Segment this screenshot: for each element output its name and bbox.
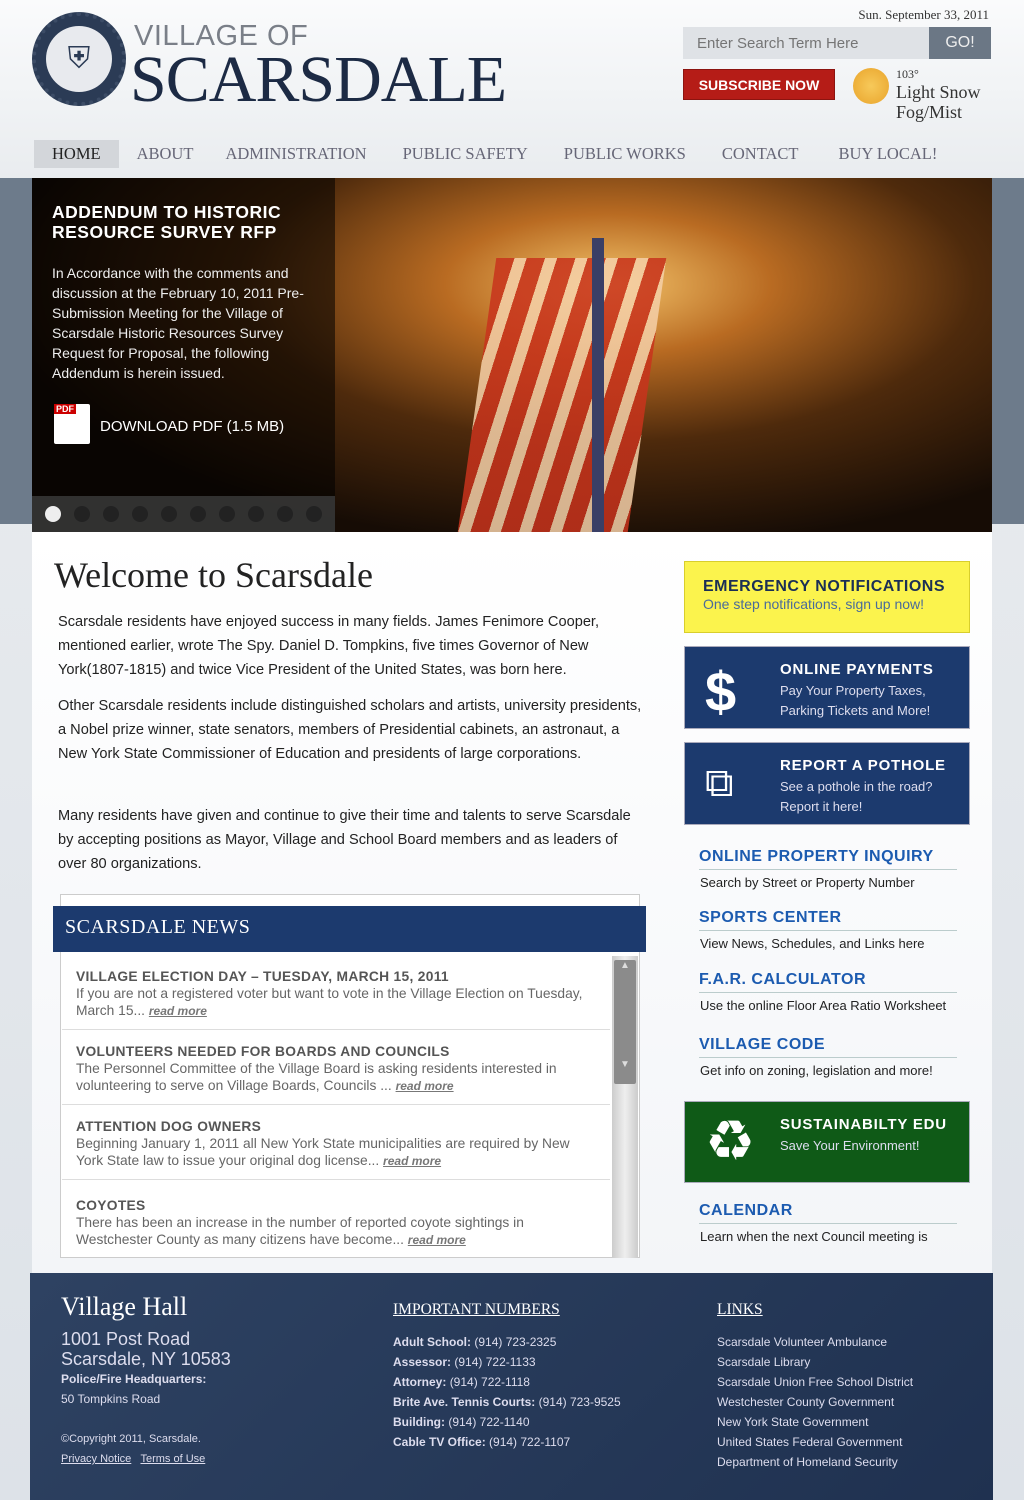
recycle-icon: ♻ bbox=[705, 1109, 756, 1172]
online-payments-box[interactable]: $ ONLINE PAYMENTS Pay Your Property Taxes, Parking Tickets and More! bbox=[684, 646, 970, 729]
hero-slider bbox=[32, 178, 992, 532]
hero-caption-panel bbox=[32, 178, 335, 532]
numbers-heading: IMPORTANT NUMBERS bbox=[393, 1301, 560, 1318]
nav-contact[interactable]: CONTACT bbox=[721, 144, 799, 163]
footer-link[interactable]: Scarsdale Library bbox=[717, 1355, 811, 1369]
weather-sun-icon bbox=[853, 68, 889, 104]
calendar-link[interactable]: CALENDAR bbox=[699, 1202, 957, 1224]
village-code-link[interactable]: VILLAGE CODE bbox=[699, 1036, 957, 1058]
nav-public-safety[interactable]: PUBLIC SAFETY bbox=[402, 144, 528, 163]
subscribe-button[interactable]: SUBSCRIBE NOW bbox=[683, 69, 835, 100]
terms-link[interactable]: Terms of Use bbox=[140, 1453, 206, 1465]
footer-hall-title: Village Hall bbox=[61, 1292, 188, 1321]
sports-center-link[interactable]: SPORTS CENTER bbox=[699, 909, 957, 931]
footer-link[interactable]: Scarsdale Union Free School District bbox=[717, 1375, 914, 1389]
main-content: Welcome to Scarsdale Scarsdale residents have enjoyed success in many fields. James Fenimore Cooper, mentioned earlier, wrote The Spy. Daniel D. Tompkins, five times Governor of New York(1807-1815) and twice Vice President of the United States, was born here. Other Scarsdale residents include distinguished scholars and artists, university presidents, a Nobel prize winner, state senators, members of Presidential cabinets, an astronaut, a New York State Commissioner of Education and presidents of large corporations. Many residents have given and continue to give their time and talents to serve Scarsdale by accepting positions as Mayor, Village and School Board members and as leaders of over 80 organizations. SCARSDALE NEWS VILLAGE ELECTION DAY – TUESDAY, MARCH 15, 2011 If you are not a registered voter but want to vote in the Village Election on Tuesday, March 15... read more VOLUNTEERS NEEDED FOR BOARDS AND COUNCILS The Personnel Committee of the Village Board is asking residents interested in volunteering to serve on Village Boards, Councils ... read more ATTENTION DOG OWNERS Beginning January 1, 2011 all New York State municipalities are required by New York State law to issue your original dog license... read more COYOTES There has been an increase in the number of reported coyote sightings in Westchester County as many citizens have become... read more ▲ ▼ EMERGENCY NOTIFICATIONS One step notifications, sign up now! $ ONLINE PAYMENTS Pay Your Property Taxes, Parking Tickets and More! ⧉ REPORT A POTHOLE See a pothole in the road? Report it here! ONLINE PROPERTY INQUIRY Search by Street or Property Number SPORTS CENTER View News, Schedules, and Links here F.A.R. CALCULATOR Use the online Floor Area Ratio Worksheet VILLAGE CODE Get info on zoning, legislation and more! ♻ SUSTAINABILTY EDU Save Your Environment! CALENDAR Learn when the next Council meeting is bbox=[32, 532, 992, 1273]
nav-about[interactable]: ABOUT bbox=[136, 144, 194, 163]
main-nav bbox=[34, 140, 955, 168]
dollar-icon: $ bbox=[705, 660, 737, 723]
weather-temp: 103° bbox=[896, 67, 919, 81]
search-input[interactable] bbox=[683, 27, 929, 59]
hero-text: In Accordance with the comments and discussion at the February 10, 2011 Pre-Submission Meeting for the Village of Scarsdale Historic Resources Survey Request for Proposal, the following Addendum is herein issued. bbox=[52, 265, 304, 381]
slide-dot[interactable] bbox=[161, 506, 177, 522]
slide-dot[interactable] bbox=[74, 506, 90, 522]
flag-image bbox=[458, 258, 667, 532]
pothole-sign-icon: ⧉ bbox=[705, 761, 734, 805]
phone-number: Cable TV Office: (914) 722-1107 bbox=[393, 1435, 571, 1449]
logo-village-of: VILLAGE OF bbox=[134, 20, 309, 52]
slide-dot[interactable] bbox=[277, 506, 293, 522]
slide-dot[interactable] bbox=[132, 506, 148, 522]
news-item: ATTENTION DOG OWNERS Beginning January 1, 2011 all New York State municipalities are required by New York State law to issue your original dog license... read more bbox=[76, 1119, 570, 1168]
read-more-link[interactable]: read more bbox=[395, 1079, 454, 1093]
weather-desc: Light Snow Fog/Mist bbox=[896, 82, 981, 122]
footer-link[interactable]: Westchester County Government bbox=[717, 1395, 895, 1409]
pdf-icon: PDF bbox=[54, 404, 90, 444]
slide-dot[interactable] bbox=[190, 506, 206, 522]
slide-dot[interactable] bbox=[306, 506, 322, 522]
date: Sun. September 33, 2011 bbox=[858, 7, 989, 22]
footer-link[interactable]: New York State Government bbox=[717, 1415, 869, 1429]
seal-icon: ⛨ bbox=[46, 26, 112, 92]
flagpole-image bbox=[592, 238, 604, 532]
read-more-link[interactable]: read more bbox=[407, 1233, 466, 1247]
links-heading: LINKS bbox=[717, 1301, 763, 1318]
nav-home[interactable]: HOME bbox=[34, 140, 119, 168]
far-calculator-link[interactable]: F.A.R. CALCULATOR bbox=[699, 971, 957, 993]
sustainability-box[interactable]: ♻ SUSTAINABILTY EDU Save Your Environment! bbox=[684, 1101, 970, 1183]
phone-number: Adult School: (914) 723-2325 bbox=[393, 1335, 557, 1349]
phone-number: Building: (914) 722-1140 bbox=[393, 1415, 530, 1429]
slide-dot[interactable] bbox=[248, 506, 264, 522]
slide-dot[interactable] bbox=[45, 506, 61, 522]
news-item: VOLUNTEERS NEEDED FOR BOARDS AND COUNCILS The Personnel Committee of the Village Board is asking residents interested in volunteering to serve on Village Boards, Councils ... read more bbox=[76, 1044, 557, 1093]
news-item: COYOTES There has been an increase in the number of reported coyote sightings in Westchester County as many citizens have become... read more bbox=[76, 1198, 524, 1247]
nav-administration[interactable]: ADMINISTRATION bbox=[225, 144, 367, 163]
slide-dot[interactable] bbox=[219, 506, 235, 522]
logo-scarsdale: SCARSDALE bbox=[130, 43, 507, 116]
read-more-link[interactable]: read more bbox=[148, 1004, 207, 1018]
phone-number: Assessor: (914) 722-1133 bbox=[393, 1355, 536, 1369]
intro-paragraph: Other Scarsdale residents include distinguished scholars and artists, university presidents, a Nobel prize winner, state senators, members of Presidential cabinets, an astronaut, a New York State Commissioner of Education and presidents of large corporations. bbox=[58, 698, 642, 762]
slider-dots bbox=[32, 496, 335, 532]
scroll-up-icon[interactable]: ▲ bbox=[620, 960, 630, 971]
hero-title: ADDENDUM TO HISTORIC RESOURCE SURVEY RFP bbox=[52, 202, 282, 242]
scroll-down-icon[interactable]: ▼ bbox=[620, 1059, 630, 1070]
read-more-link[interactable]: read more bbox=[383, 1154, 442, 1168]
emergency-notifications-box[interactable]: EMERGENCY NOTIFICATIONS One step notifications, sign up now! bbox=[684, 561, 970, 633]
footer: Village Hall 1001 Post Road Scarsdale, NY 10583 Police/Fire Headquarters: 50 Tompkins Road ©Copyright 2011, Scarsdale. Privacy Notice Terms of Use IMPORTANT NUMBERS Adult School: (914) 723-2325 Assessor: (914) 722-1133 Attorney: (914) 722-1118 Brite Ave. Tennis Courts: (914) 723-9525 Building: (914) 722-1140 Cable TV Office: (914) 722-1107 LINKS Scarsdale Volunteer Ambulance Scarsdale Library Scarsdale Union Free School District Westchester County Government New York State Government United States Federal Government Department of Homeland Security bbox=[30, 1273, 993, 1500]
news-item: VILLAGE ELECTION DAY – TUESDAY, MARCH 15, 2011 If you are not a registered voter but want to vote in the Village Election on Tuesday, March 15... read more bbox=[76, 969, 583, 1018]
slide-dot[interactable] bbox=[103, 506, 119, 522]
footer-link[interactable]: United States Federal Government bbox=[717, 1435, 903, 1449]
intro-paragraph: Many residents have given and continue to give their time and talents to serve Scarsdale by accepting positions as Mayor, Village and School Board members and as leaders of over 80 organizations. bbox=[58, 808, 631, 872]
download-pdf-link[interactable]: DOWNLOAD PDF (1.5 MB) bbox=[100, 418, 285, 435]
report-pothole-box[interactable]: ⧉ REPORT A POTHOLE See a pothole in the road? Report it here! bbox=[684, 742, 970, 825]
nav-public-works[interactable]: PUBLIC WORKS bbox=[563, 144, 686, 163]
privacy-link[interactable]: Privacy Notice bbox=[61, 1453, 132, 1465]
nav-buy-local[interactable]: BUY LOCAL! bbox=[838, 144, 938, 163]
footer-link[interactable]: Department of Homeland Security bbox=[717, 1455, 898, 1469]
search-go-button[interactable]: GO! bbox=[929, 27, 991, 59]
intro-paragraph: Scarsdale residents have enjoyed success in many fields. James Fenimore Cooper, mentioned earlier, wrote The Spy. Daniel D. Tompkins, five times Governor of New York(1807-1815) and twice Vice President of the United States, was born here. bbox=[58, 614, 600, 678]
village-seal-logo[interactable] bbox=[32, 12, 126, 106]
footer-link[interactable]: Scarsdale Volunteer Ambulance bbox=[717, 1335, 888, 1349]
page-title: Welcome to Scarsdale bbox=[54, 555, 373, 595]
property-inquiry-link[interactable]: ONLINE PROPERTY INQUIRY bbox=[699, 848, 957, 870]
phone-number: Brite Ave. Tennis Courts: (914) 723-9525 bbox=[393, 1395, 621, 1409]
phone-number: Attorney: (914) 722-1118 bbox=[393, 1375, 530, 1389]
scrollbar-thumb[interactable] bbox=[614, 960, 636, 1084]
news-heading: SCARSDALE NEWS bbox=[53, 906, 646, 952]
